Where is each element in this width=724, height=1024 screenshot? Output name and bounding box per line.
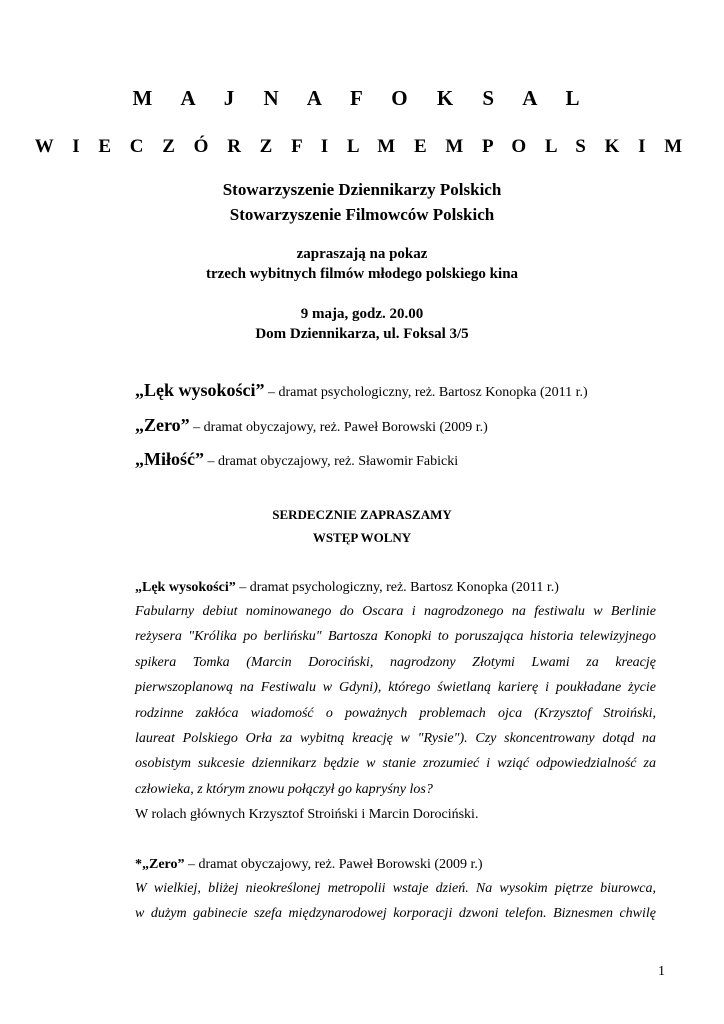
description-film-title: „Lęk wysokości” — [135, 580, 236, 595]
description-film-details: – dramat psychologiczny, reż. Bartosz Konopka (2011 r.) — [235, 580, 559, 595]
event-venue: Dom Dziennikarza, ul. Foksal 3/5 — [255, 326, 469, 342]
description-line: laureat Polskiego Orła za wybitną kreację w "Rysie"). Czy skoncentrowany dotąd na — [135, 730, 656, 746]
film-details: – dramat psychologiczny, reż. Bartosz Konopka (2011 r.) — [264, 385, 588, 400]
description-line: w dużym gabinecie szefa międzynarodowej korporacji dzwoni telefon. Biznesmen chwilę — [135, 906, 656, 922]
description-line: reżysera "Królika po berlińsku" Bartosza Konopki to poruszająca historia telewizyjnego — [135, 629, 656, 645]
description-line: Fabularny debiut nominowanego do Oscara i nagrodzonego na festiwalu w Berlinie — [135, 604, 656, 619]
description-heading — [135, 854, 656, 876]
film-title: „Miłość” — [135, 449, 204, 469]
description-line: rodzinne zakłóca wiadomość o poważnych problemach ojca (Krzysztof Stroiński, — [135, 705, 656, 721]
description-line: spikera Tomka (Marcin Dorociński, nagrodzony Złotymi Lwami za kreację — [135, 654, 656, 670]
description-film-details: – dramat obyczajowy, reż. Paweł Borowski (2009 r.) — [184, 857, 483, 872]
description-film-title: *„Zero” — [135, 857, 185, 872]
event-date: 9 maja, godz. 20.00 — [300, 306, 424, 322]
film-title: „Lęk wysokości” — [135, 380, 265, 400]
description-line: człowieka, z którym znowu połączył go kapryśny los? — [135, 781, 433, 797]
invitation-line-1: zapraszają na pokaz — [296, 246, 428, 262]
event-subtitle: W I E C Z Ó R Z F I L M E M P O L S K I M — [34, 136, 690, 157]
film-item — [135, 415, 488, 436]
film-details: – dramat obyczajowy, reż. Sławomir Fabicki — [204, 454, 459, 469]
entry-notice: WSTĘP WOLNY — [312, 530, 412, 545]
event-title: M A J N A F O K S A L — [132, 86, 592, 110]
welcome-notice: SERDECZNIE ZAPRASZAMY — [272, 507, 452, 522]
description-line: osobistym sukcesie dziennikarz będzie w stanie zrozumieć i wziąć odpowiedzialność za — [135, 756, 656, 772]
organizer-2: Stowarzyszenie Filmowców Polskich — [229, 205, 495, 224]
film-item — [135, 380, 588, 401]
description-line: pierwszoplanową na Festiwalu w Gdyni), którego świetlaną karierę i poukładane życie — [135, 680, 656, 696]
film-description — [135, 854, 656, 927]
film-item — [135, 449, 458, 470]
description-cast: W rolach głównych Krzysztof Stroiński i Marcin Dorociński. — [135, 807, 479, 823]
film-title: „Zero” — [135, 415, 190, 435]
organizer-1: Stowarzyszenie Dziennikarzy Polskich — [222, 180, 502, 199]
film-details: – dramat obyczajowy, reż. Paweł Borowski (2009 r.) — [189, 420, 488, 435]
page-number: 1 — [658, 964, 665, 979]
film-description — [135, 577, 656, 827]
invitation-line-2: trzech wybitnych filmów młodego polskiego kina — [205, 266, 519, 282]
description-line: W wielkiej, bliżej nieokreślonej metropolii wstaje dzień. Na wysokim piętrze biurowca, — [135, 881, 656, 896]
description-heading — [135, 577, 656, 599]
